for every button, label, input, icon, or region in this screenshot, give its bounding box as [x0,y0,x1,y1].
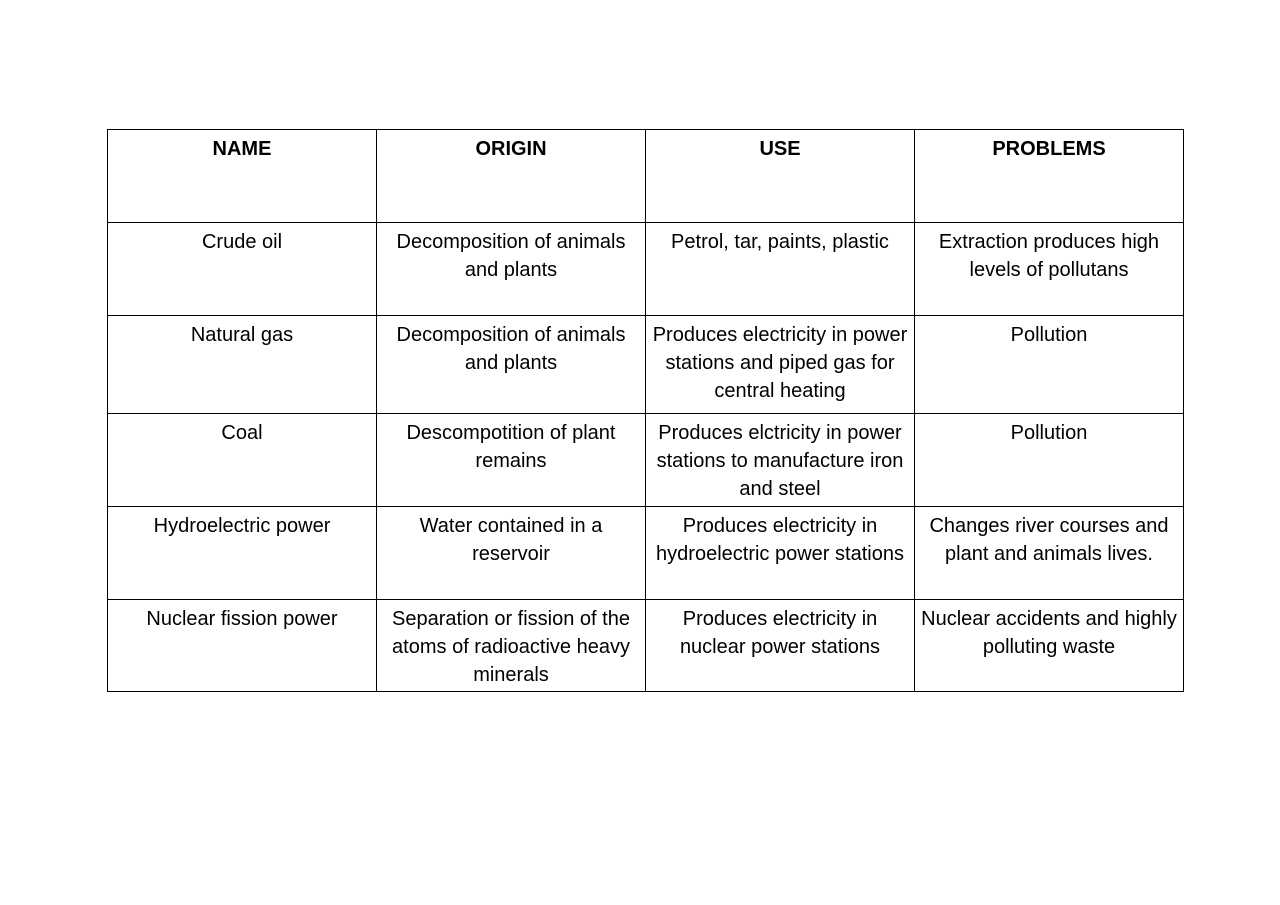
header-name: NAME [108,130,377,223]
cell-use: Produces electricity in nuclear power stations [646,600,915,692]
cell-problems: Nuclear accidents and highly polluting waste [915,600,1184,692]
cell-problems: Extraction produces high levels of pollutans [915,223,1184,316]
cell-problems: Changes river courses and plant and animals lives. [915,507,1184,600]
cell-use: Petrol, tar, paints, plastic [646,223,915,316]
table-row [108,507,1184,600]
table-row [108,316,1184,414]
cell-name: Crude oil [108,223,377,316]
cell-use: Produces electricity in hydroelectric power stations [646,507,915,600]
cell-problems: Pollution [915,414,1184,507]
cell-problems: Pollution [915,316,1184,414]
table-row [108,223,1184,316]
cell-name: Natural gas [108,316,377,414]
table-row [108,600,1184,692]
header-problems: PROBLEMS [915,130,1184,223]
cell-origin: Descompotition of plant remains [377,414,646,507]
cell-name: Nuclear fission power [108,600,377,692]
cell-origin: Separation or fission of the atoms of radioactive heavy minerals [377,600,646,692]
cell-use: Produces elctricity in power stations to manufacture iron and steel [646,414,915,507]
cell-use: Produces electricity in power stations and piped gas for central heating [646,316,915,414]
cell-origin: Decomposition of animals and plants [377,223,646,316]
cell-origin: Decomposition of animals and plants [377,316,646,414]
table-row [108,414,1184,507]
table-header-row [108,130,1184,223]
cell-name: Coal [108,414,377,507]
cell-name: Hydroelectric power [108,507,377,600]
header-origin: ORIGIN [377,130,646,223]
energy-sources-table [107,129,1184,692]
cell-origin: Water contained in a reservoir [377,507,646,600]
header-use: USE [646,130,915,223]
